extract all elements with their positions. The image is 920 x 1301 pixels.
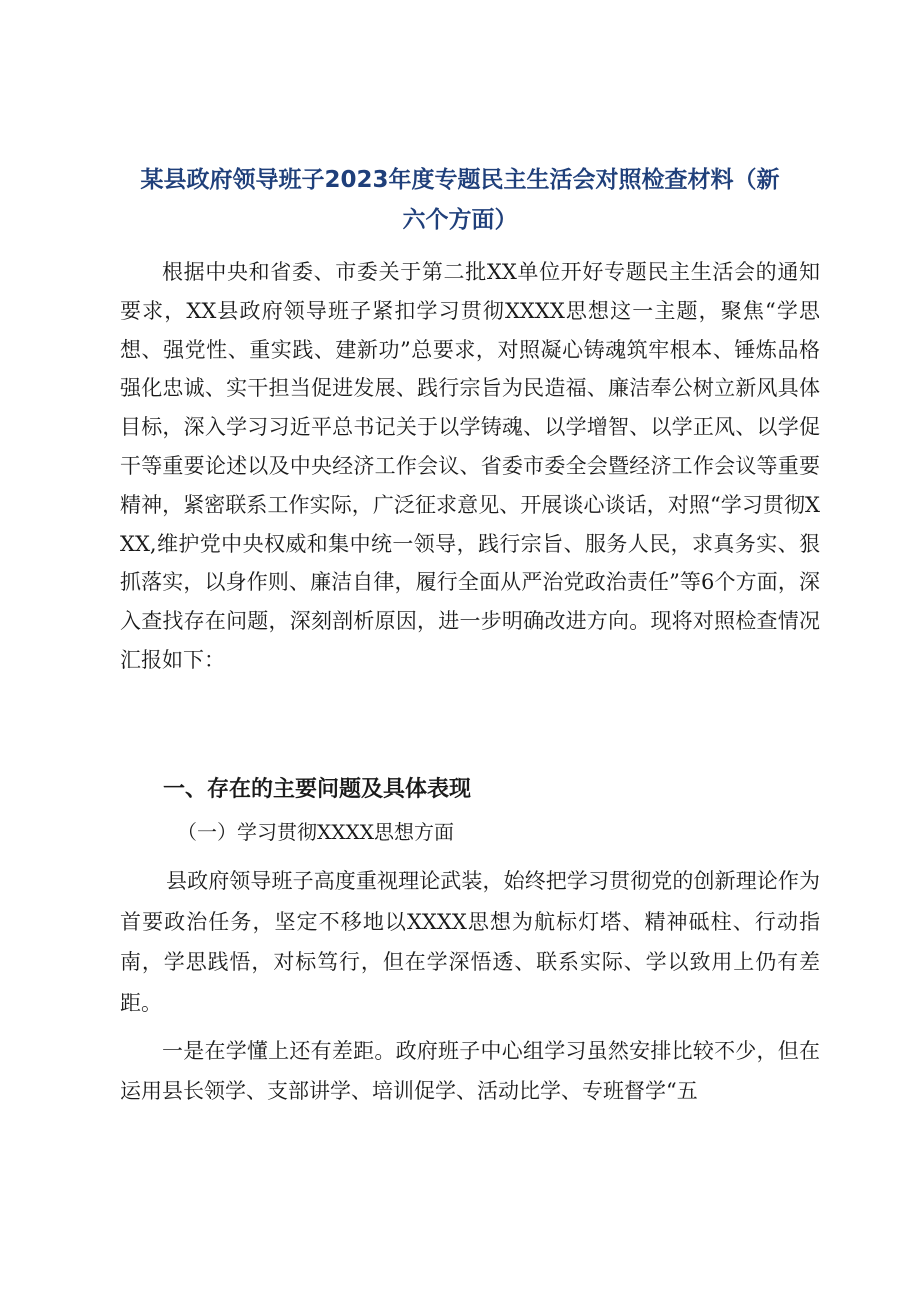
document-title: 某县政府领导班子2023年度专题民主生活会对照检查材料（新六个方面）: [140, 167, 780, 233]
section-heading: 一、存在的主要问题及具体表现: [163, 777, 472, 802]
subsection-heading: （一）学习贯彻XXXX思想方面: [177, 820, 454, 844]
body-paragraph: 一是在学懂上还有差距。政府班子中心组学习虽然安排比较不少，但在运用县长领学、支部讲学、培训促学、活动比学、专班督学“五: [120, 1039, 820, 1103]
intro-paragraph: 根据中央和省委、市委关于第二批XX单位开好专题民主生活会的通知要求，XX县政府领导班子紧扣学习贯彻XXXX思想这一主题，聚焦“学思想、强党性、重实践、建新功”总要求，对照凝心铸魂筑牢根本、锤炼品格强化忠诚、实干担当促进发展、践行宗旨为民造福、廉洁奉公树立新风具体目标，深入学习习近平总书记关于以学铸魂、以学增智、以学正风、以学促干等重要论述以及中央经济工作会议、省委市委全会暨经济工作会议等重要精神，紧密联系工作实际，广泛征求意见、开展谈心谈话，对照“学习贯彻XXX,维护党中央权威和集中统一领导，践行宗旨、服务人民，求真务实、狠抓落实，以身作则、廉洁自律，履行全面从严治党政治责任”等6个方面，深入查找存在问题，深刻剖析原因，进一步明确改进方向。现将对照检查情况汇报如下：: [120, 260, 820, 672]
body-paragraph: 县政府领导班子高度重视理论武装，始终把学习贯彻党的创新理论作为首要政治任务，坚定不移地以XXXX思想为航标灯塔、精神砥柱、行动指南，学思践悟，对标笃行，但在学深悟透、联系实际、学以致用上仍有差距。: [120, 869, 820, 1015]
